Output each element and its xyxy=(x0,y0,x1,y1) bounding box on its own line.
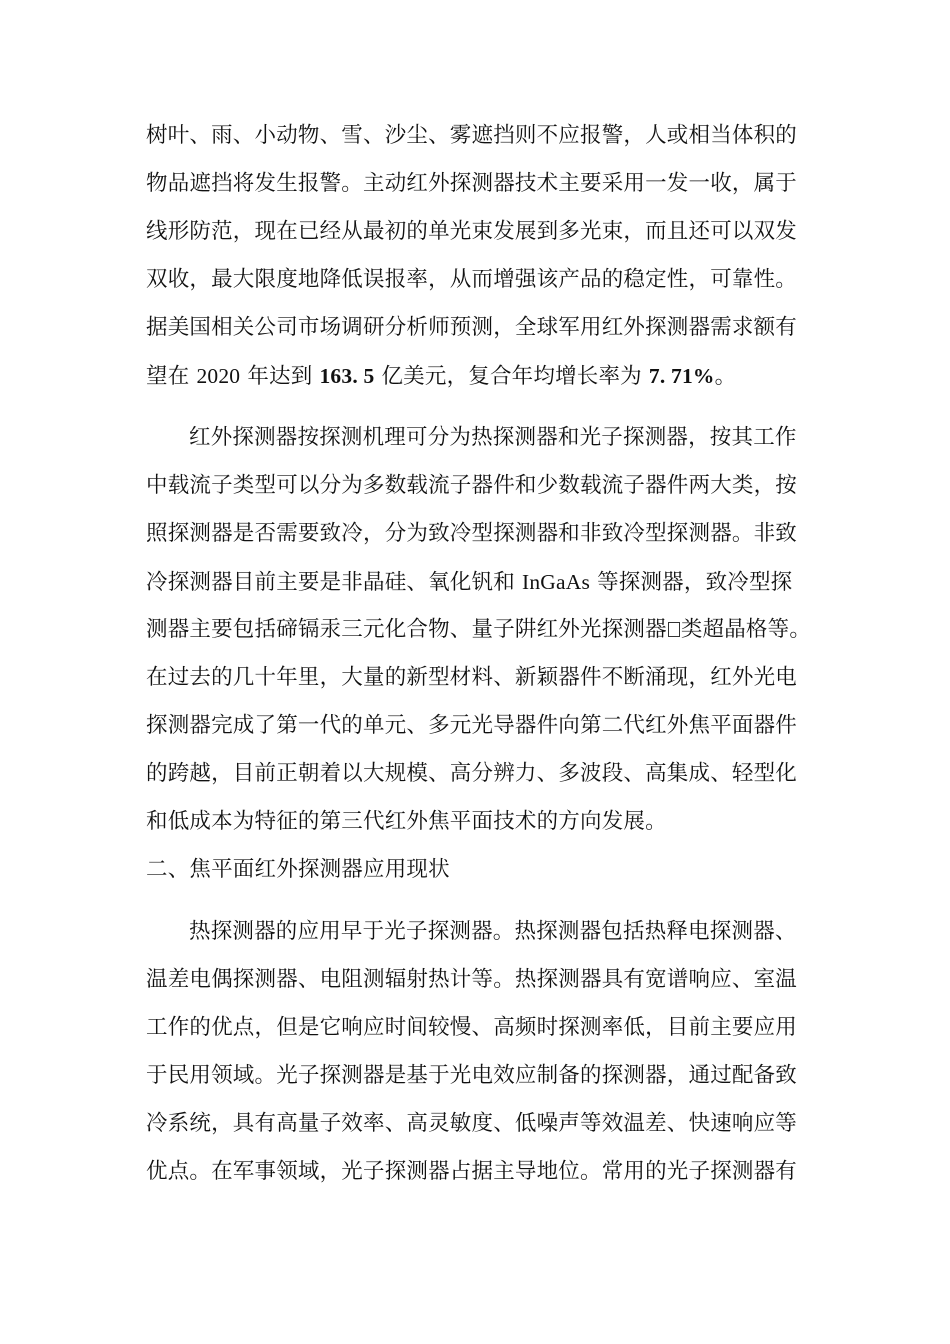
text-run: 亿美元，复合年均增长率为 xyxy=(381,364,642,389)
text-run: 年达到 xyxy=(247,364,313,389)
missing-glyph-box-icon xyxy=(668,622,680,637)
text-line: 于民用领域。光子探测器是基于光电效应制备的探测器，通过配备致 xyxy=(146,1063,798,1088)
text-line: 中载流子类型可以分为多数载流子器件和少数载流子器件两大类，按 xyxy=(146,473,798,498)
paragraph-detector-classification xyxy=(146,414,810,846)
text-line xyxy=(146,558,810,606)
text-line: 工作的优点，但是它响应时间较慢、高频时探测率低，目前主要应用 xyxy=(146,1015,798,1040)
paragraph-detector-applications xyxy=(146,908,810,1196)
text-run: 。 xyxy=(714,364,737,389)
text-line: 照探测器是否需要致冷，分为致冷型探测器和非致冷型探测器。非致 xyxy=(146,521,798,546)
document-body xyxy=(146,112,810,1196)
text-line: 线形防范，现在已经从最初的单光束发展到多光束，而且还可以双发 xyxy=(146,219,798,244)
section-heading: 二、焦平面红外探测器应用现状 xyxy=(146,857,450,882)
text-line: 双收，最大限度地降低误报率，从而增强该产品的稳定性，可靠性。 xyxy=(146,267,798,292)
text-line xyxy=(146,606,810,654)
text-line-market-forecast xyxy=(146,352,810,400)
text-line: 树叶、雨、小动物、雪、沙尘、雾遮挡则不应报警，人或相当体积的 xyxy=(146,123,798,148)
text-run: 类超晶格等。 xyxy=(680,617,812,642)
text-run: 望在 xyxy=(146,364,190,389)
text-line: 在过去的几十年里，大量的新型材料、新颖器件不断涌现，红外光电 xyxy=(146,665,798,690)
market-amount-value: 163. 5 xyxy=(319,364,375,388)
text-line: 物品遮挡将发生报警。主动红外探测器技术主要采用一发一收，属于 xyxy=(146,171,798,196)
text-line: 探测器完成了第一代的单元、多元光导器件向第二代红外焦平面器件 xyxy=(146,713,798,738)
material-name: InGaAs xyxy=(521,570,591,594)
text-line: 热探测器的应用早于光子探测器。热探测器包括热释电探测器、 xyxy=(189,919,797,944)
text-line: 温差电偶探测器、电阻测辐射热计等。热探测器具有宽谱响应、室温 xyxy=(146,967,798,992)
text-line: 和低成本为特征的第三代红外焦平面技术的方向发展。 xyxy=(146,809,667,834)
text-run: 测器主要包括碲镉汞三元化合物、量子阱红外光探测器 xyxy=(146,617,667,642)
growth-rate-value: 7. 71% xyxy=(648,364,715,388)
year-value: 2020 xyxy=(196,364,241,388)
text-line: 优点。在军事领域，光子探测器占据主导地位。常用的光子探测器有 xyxy=(146,1159,798,1184)
text-line: 的跨越，目前正朝着以大规模、高分辨力、多波段、高集成、轻型化 xyxy=(146,761,798,786)
paragraph-alarm-and-market xyxy=(146,112,810,400)
paragraph-gap xyxy=(146,894,810,908)
text-line: 冷系统，具有高量子效率、高灵敏度、低噪声等效温差、快速响应等 xyxy=(146,1111,798,1136)
text-run: 冷探测器目前主要是非晶硅、氧化钒和 xyxy=(146,570,515,595)
text-line: 据美国相关公司市场调研分析师预测，全球军用红外探测器需求额有 xyxy=(146,315,798,340)
text-line: 红外探测器按探测机理可分为热探测器和光子探测器，按其工作 xyxy=(189,425,797,450)
paragraph-gap xyxy=(146,400,810,414)
text-run: 等探测器，致冷型探 xyxy=(597,570,793,595)
